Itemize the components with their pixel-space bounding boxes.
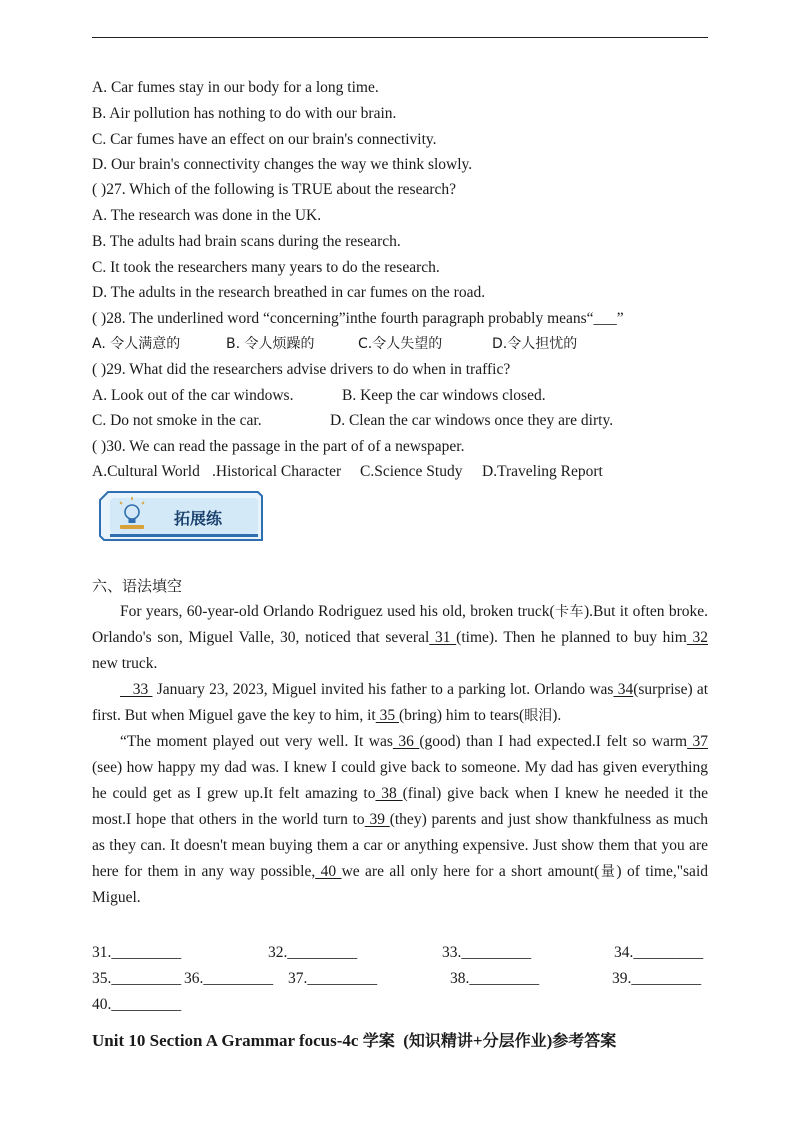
q26-option-b: B. Air pollution has nothing to do with our brain. — [92, 105, 397, 122]
blank-34[interactable]: 34 — [613, 681, 634, 698]
q28-options — [92, 334, 708, 354]
answer-blank-32[interactable]: 32._________ — [268, 944, 358, 961]
q29-options-row2 — [92, 411, 708, 431]
q29-option-d: D. Clean the car windows once they are dirty. — [330, 412, 614, 429]
q26-option-c: C. Car fumes have an effect on our brain's connectivity. — [92, 131, 437, 148]
q28-stem: ( )28. The underlined word “concerning”inthe fourth paragraph probably means“___” — [92, 310, 624, 327]
q29-option-a: A. Look out of the car windows. — [92, 387, 294, 404]
q28-option-d: D.令人担忧的 — [492, 336, 578, 352]
blank-32[interactable]: 32 — [686, 629, 708, 646]
answer-blank-39[interactable]: 39._________ — [612, 970, 702, 987]
q28-option-a: A. 令人满意的 — [92, 336, 181, 352]
q30-option-a: A.Cultural World — [92, 463, 200, 480]
paragraph-1: For years, 60-year-old Orlando Rodriguez used his old, broken truck(卡车).But it often broke. Orlando's son, Miguel Valle, 30, noticed that several 31 (time). Then he planned to buy him 32 new truck. — [92, 603, 708, 672]
q30-options — [92, 462, 708, 482]
answer-blank-34[interactable]: 34._________ — [614, 944, 704, 961]
blank-33[interactable]: 33 — [120, 681, 153, 698]
q28-option-b: B. 令人烦躁的 — [226, 336, 315, 352]
q29-option-c: C. Do not smoke in the car. — [92, 412, 262, 429]
blank-38[interactable]: 38 — [375, 785, 403, 802]
q27-stem: ( )27. Which of the following is TRUE about the research? — [92, 181, 457, 198]
section-title: 六、语法填空 — [92, 577, 183, 595]
q28-option-c: C.令人失望的 — [358, 336, 443, 352]
blank-37[interactable]: 37 — [687, 733, 709, 750]
q27-option-b: B. The adults had brain scans during the research. — [92, 233, 401, 250]
blank-40[interactable]: 40 — [315, 863, 342, 880]
q27-option-d: D. The adults in the research breathed in car fumes on the road. — [92, 284, 486, 301]
q29-stem: ( )29. What did the researchers advise drivers to do when in traffic? — [92, 361, 511, 378]
q30-stem: ( )30. We can read the passage in the part of of a newspaper. — [92, 438, 465, 455]
blank-31[interactable]: 31 — [429, 629, 457, 646]
q30-option-b: .Historical Character — [212, 463, 342, 480]
banner-label: 拓展练 — [174, 509, 223, 528]
q29-option-b: B. Keep the car windows closed. — [342, 387, 546, 404]
blank-35[interactable]: 35 — [375, 707, 399, 724]
q30-option-d: D.Traveling Report — [482, 463, 603, 480]
answer-blank-37[interactable]: 37._________ — [288, 970, 378, 987]
answer-blank-33[interactable]: 33._________ — [442, 944, 532, 961]
blank-39[interactable]: 39 — [364, 811, 390, 828]
q26-option-a: A. Car fumes stay in our body for a long time. — [92, 79, 379, 96]
answer-blank-35[interactable]: 35._________ — [92, 970, 182, 987]
answer-blank-38[interactable]: 38._________ — [450, 970, 540, 987]
answer-key-title: Unit 10 Section A Grammar focus-4c 学案 (知识精讲+分层作业)参考答案 — [92, 1031, 617, 1050]
q27-option-c: C. It took the researchers many years to do the research. — [92, 259, 440, 276]
answer-blank-31[interactable]: 31._________ — [92, 944, 182, 961]
answer-blank-36[interactable]: 36._________ — [184, 970, 274, 987]
paragraph-2: 33 January 23, 2023, Miguel invited his father to a parking lot. Orlando was 34(surprise) at first. But when Miguel gave the key to him, it 35 (bring) him to tears(眼泪). — [92, 681, 709, 724]
extension-practice-banner — [98, 490, 264, 544]
q29-options-row1 — [92, 386, 708, 406]
passage — [92, 599, 708, 911]
blank-36[interactable]: 36 — [392, 733, 420, 750]
answer-blank-40[interactable]: 40._________ — [92, 996, 182, 1013]
top-rule — [92, 37, 708, 38]
q26-option-d: D. Our brain's connectivity changes the way we think slowly. — [92, 156, 473, 173]
paragraph-3: “The moment played out very well. It was 36 (good) than I had expected.I felt so warm 37 (see) how happy my dad was. I knew I could give back to someone. My dad has given everything he could get as I grew up.It felt amazing to 38 (final) give back when I knew he needed it the most.I hope that others in the world turn to 39 (they) parents and just show thankfulness as much as they can. It doesn't mean buying them a car or anything expensive. Just show them that you are here for them in any way possible, 40 we are all only here for a short amount(量) of time,"said Miguel. — [92, 733, 709, 906]
q30-option-c: C.Science Study — [360, 463, 463, 480]
q27-option-a: A. The research was done in the UK. — [92, 207, 322, 224]
